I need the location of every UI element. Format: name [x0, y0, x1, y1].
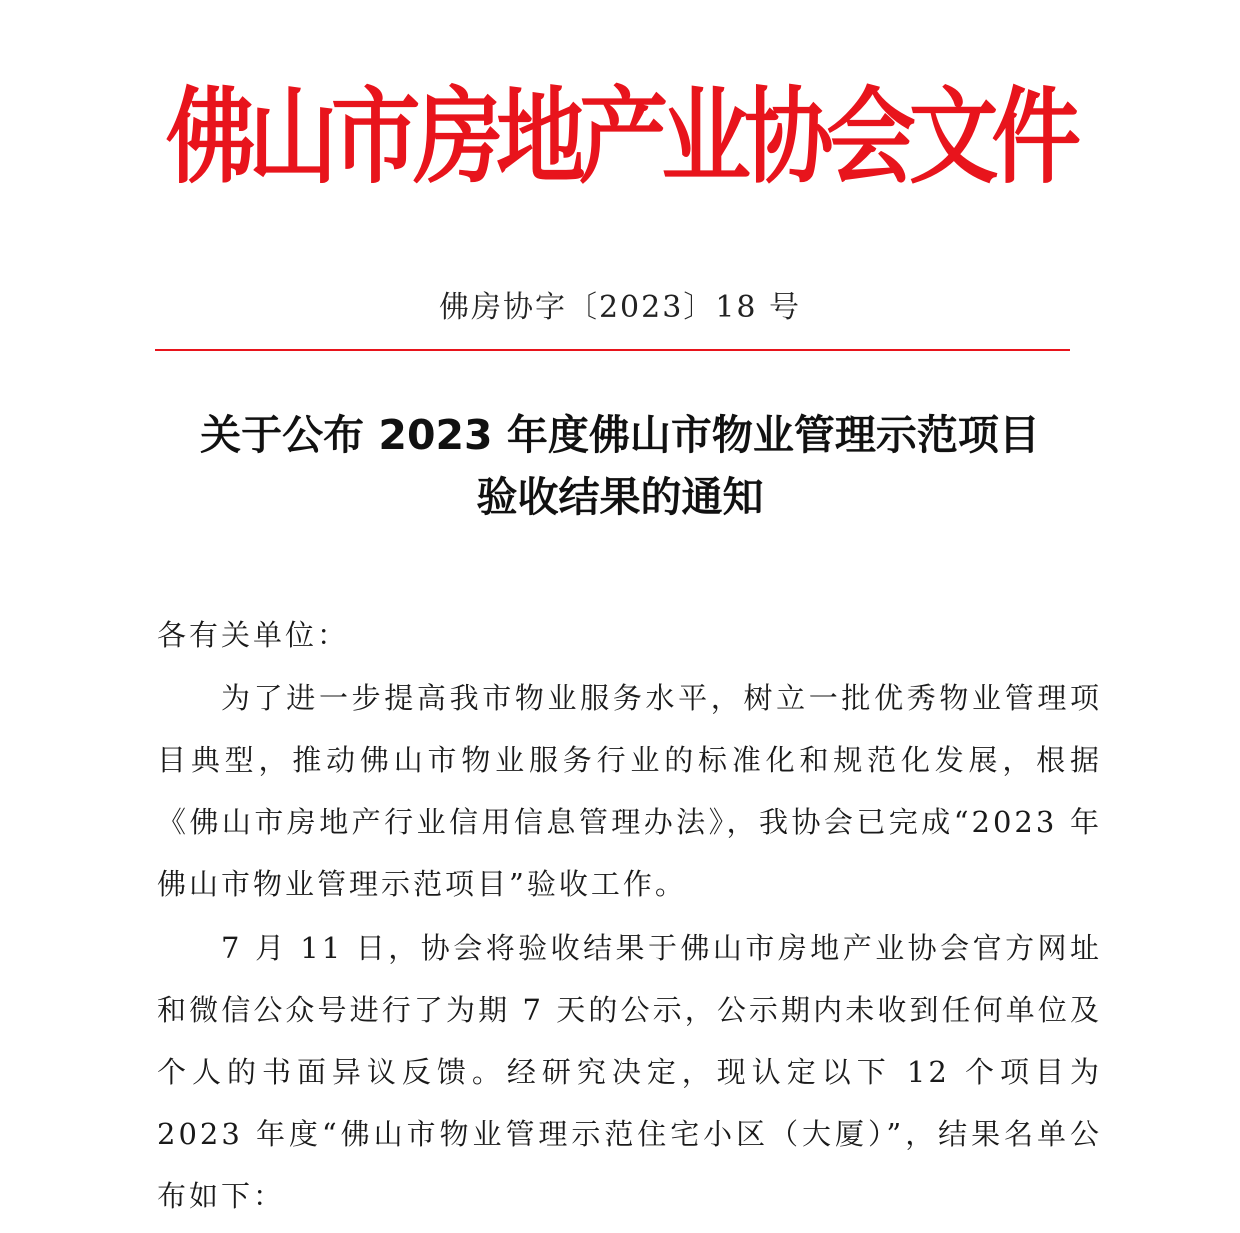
body-paragraph-1: 为了进一步提高我市物业服务水平，树立一批优秀物业管理项目典型，推动佛山市物业服务行业的标准化和规范化发展，根据《佛山市房地产行业信用信息管理办法》，我协会已完成“2023 年佛山市物业管理示范项目”验收工作。 [157, 681, 1102, 901]
title-line-2: 验收结果的通知 [476, 473, 764, 521]
document-masthead: 佛山市房地产业协会文件 [165, 75, 1075, 198]
body-paragraph-2: 7 月 11 日，协会将验收结果于佛山市房地产业协会官方网址和微信公众号进行了为期 7 天的公示，公示期内未收到任何单位及个人的书面异议反馈。经研究决定，现认定以下 12 个项目为 2023 年度“佛山市物业管理示范住宅小区（大厦）”，结果名单公布如下： [157, 931, 1102, 1213]
salutation: 各有关单位： [157, 618, 350, 652]
document-number: 佛房协字〔2023〕18 号 [438, 290, 802, 325]
document-title [100, 404, 1140, 528]
red-separator-line [155, 349, 1070, 351]
title-line-1: 关于公布 2023 年度佛山市物业管理示范项目 [200, 411, 1040, 459]
